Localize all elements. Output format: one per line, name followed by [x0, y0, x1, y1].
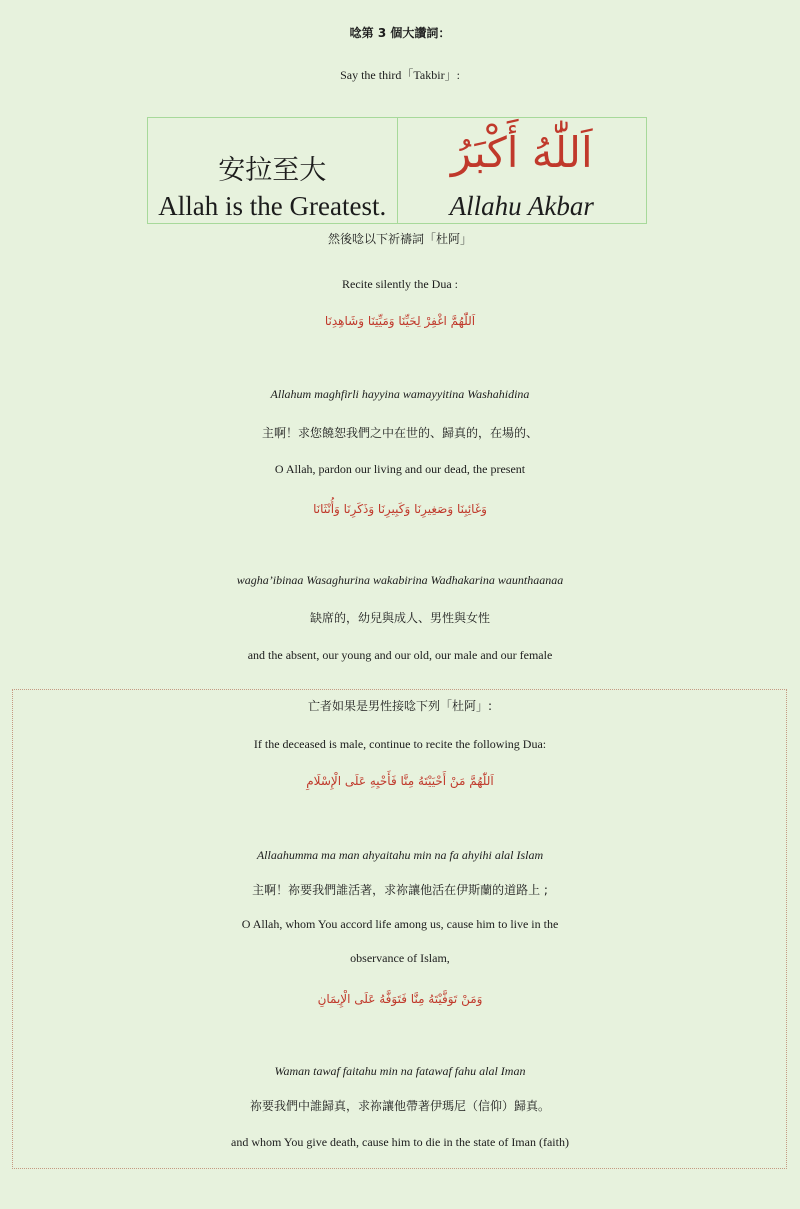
- dua-1-chinese: 主啊！求您饒恕我們之中在世的、歸真的，在場的、: [261, 426, 538, 440]
- dua-2-english: and the absent, our young and our old, our male and our female: [247, 648, 553, 662]
- dua-1-arabic: اَللّٰهُمَّ اغْفِرْ لِحَيِّنَا وَمَيِّتِنَا وَشَاهِدِنَا: [324, 314, 476, 328]
- dua-1-transliteration: Allahum maghfirli hayyina wamayyitina Washahidina: [270, 387, 530, 401]
- male-section-english: If the deceased is male, continue to recite the following Dua:: [253, 737, 547, 751]
- takbir-chinese: 安拉至大: [218, 155, 327, 186]
- dua-4-english: and whom You give death, cause him to die in the state of Iman (faith): [231, 1135, 569, 1149]
- dua-2-arabic: وَغَائِبِنَا وَصَغِيرِنَا وَكَبِيرِنَا وَذَكَرِنَا وَأُنْثَانَا: [313, 502, 487, 516]
- dua-4-transliteration: Waman tawaf faitahu min na fatawaf fahu alal Iman: [274, 1064, 526, 1078]
- dua-4-chinese: 祢要我們中誰歸真，求祢讓他帶著伊瑪尼（信仰）歸真。: [249, 1099, 550, 1113]
- takbir-box: [147, 117, 647, 224]
- dua-2-chinese: 缺席的，幼兒與成人、男性與女性: [309, 611, 490, 625]
- takbir-translation-cell: [148, 118, 397, 223]
- header-chinese: 唸第 3 個大讚詞：: [349, 26, 451, 40]
- header-english: Say the third「Takbir」:: [340, 68, 460, 82]
- male-section-chinese: 亡者如果是男性接唸下列「杜阿」:: [307, 699, 493, 713]
- takbir-arabic: اَللّٰهُ أَكْبَرُ: [450, 128, 593, 177]
- takbir-english: Allah is the Greatest.: [158, 191, 387, 221]
- dua-3-chinese: 主啊！祢要我們誰活著，求祢讓他活在伊斯蘭的道路上 ;: [252, 883, 548, 897]
- dua-2-transliteration: wagha’ibinaa Wasaghurina wakabirina Wadhakarina waunthaanaa: [236, 573, 564, 587]
- dua-1-english: O Allah, pardon our living and our dead, the present: [274, 462, 526, 476]
- takbir-arabic-cell: [397, 118, 647, 223]
- takbir-transliteration: Allahu Akbar: [449, 191, 594, 221]
- dua-3-english-line2: observance of Islam,: [350, 951, 450, 965]
- dua-3-arabic: اَللّٰهُمَّ مَنْ أَحْيَيْتَهُ مِنَّا فَأَحْيِهِ عَلَى الْإِسْلَامِ: [306, 774, 494, 788]
- dua-3-english-line1: O Allah, whom You accord life among us, cause him to live in the: [241, 917, 559, 931]
- dua-intro-english: Recite silently the Dua :: [342, 277, 458, 291]
- dua-intro-chinese: 然後唸以下祈禱詞「杜阿」: [327, 232, 472, 246]
- dua-3-transliteration: Allaahumma ma man ahyaitahu min na fa ahyihi alal Islam: [256, 848, 544, 862]
- dua-4-arabic: وَمَنْ تَوَفَّيْتَهُ مِنَّا فَتَوَفَّهُ عَلَى الْإِيمَانِ: [317, 992, 483, 1006]
